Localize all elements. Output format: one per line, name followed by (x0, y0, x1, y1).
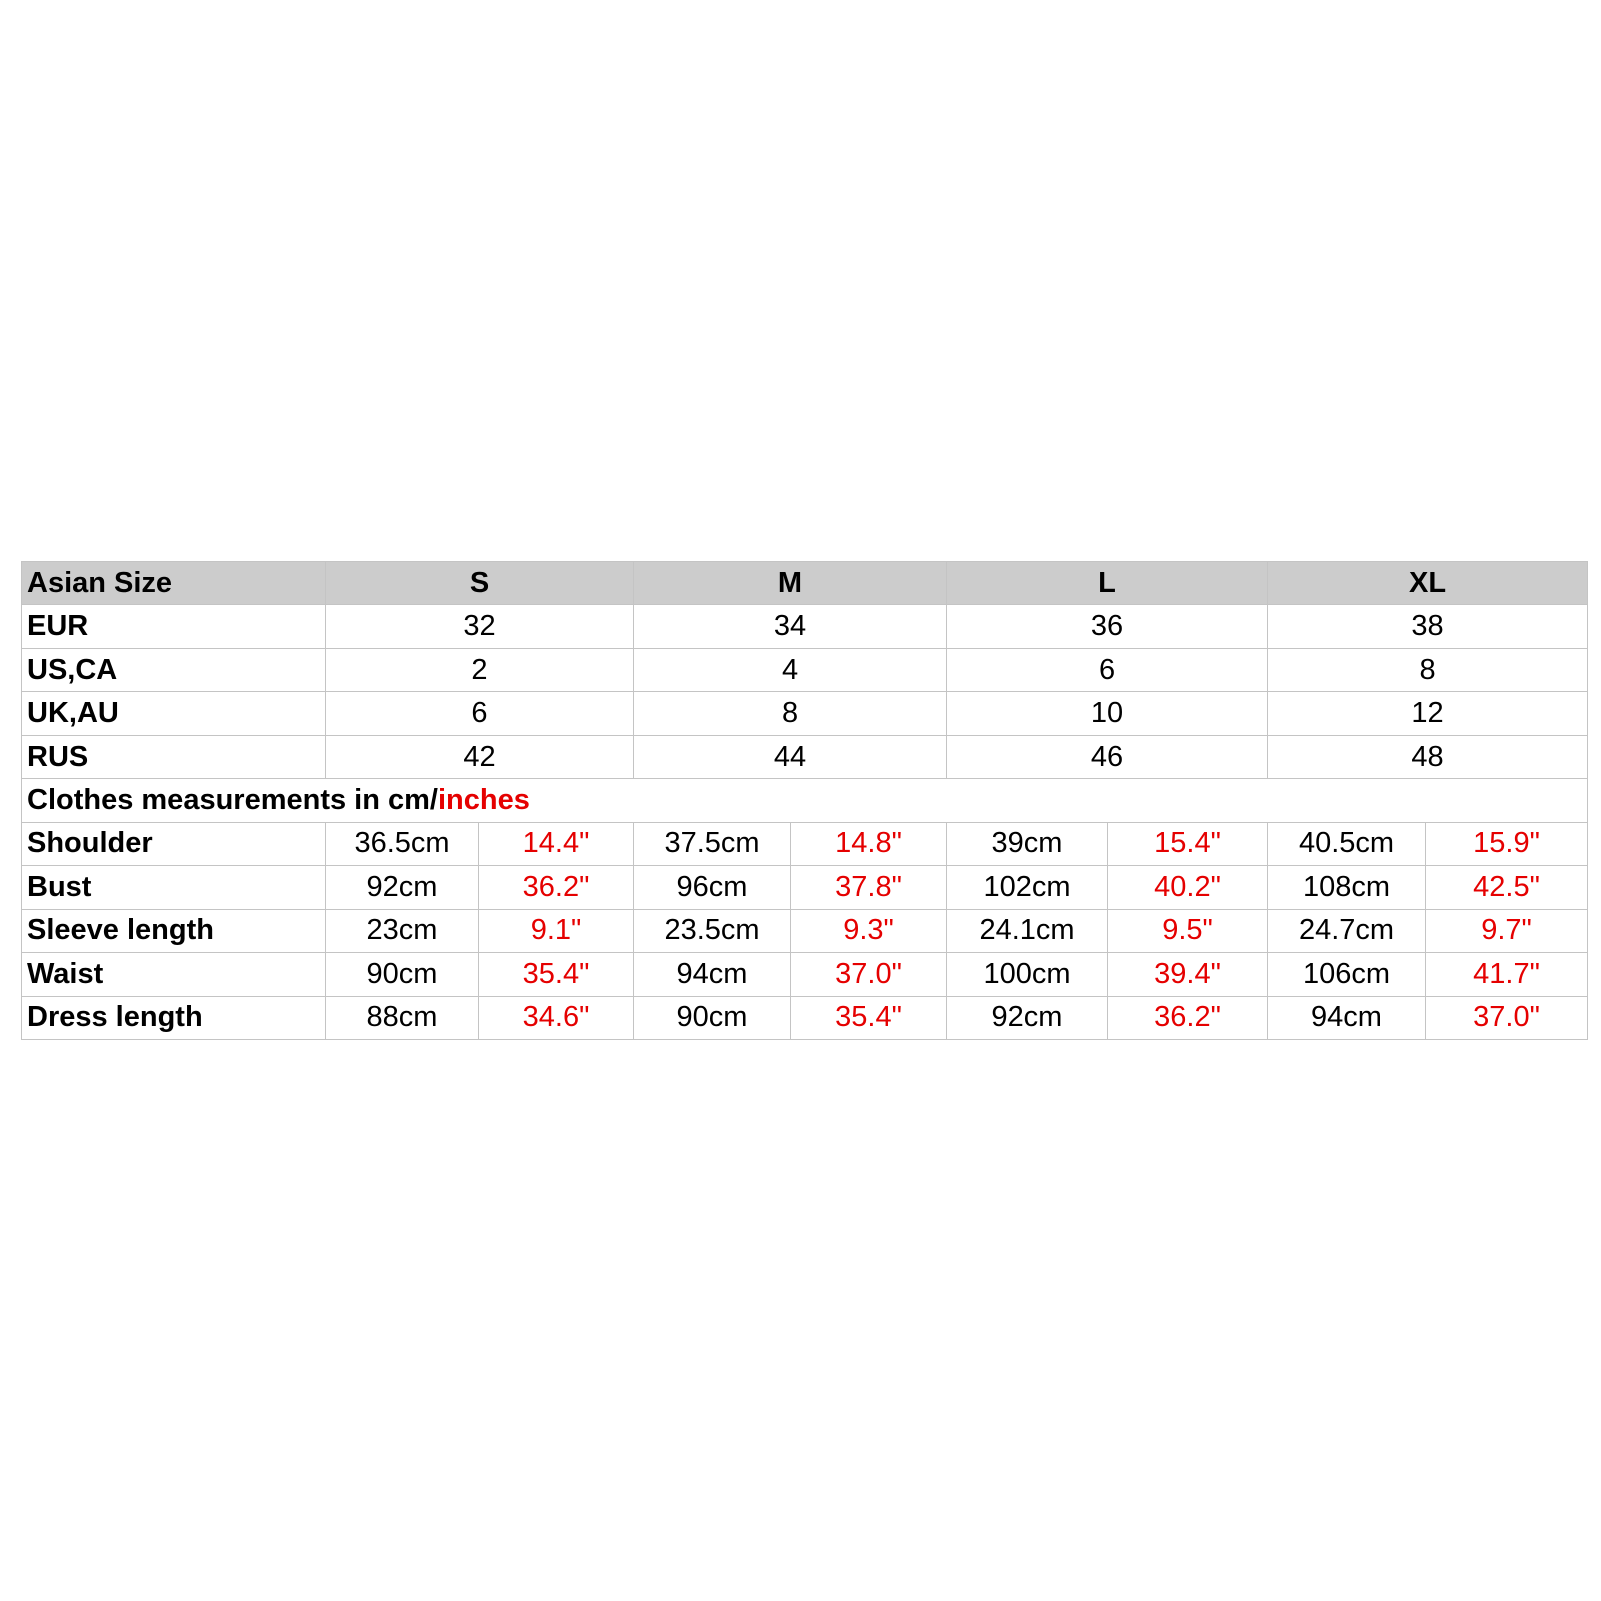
cm-value: 23cm (326, 909, 479, 952)
cm-value: 94cm (634, 953, 791, 996)
conversion-value: 36 (947, 605, 1268, 648)
conversion-value: 48 (1268, 735, 1588, 778)
measurement-row-shoulder (22, 822, 1588, 865)
inch-value: 15.4" (1108, 822, 1268, 865)
conversion-value: 10 (947, 692, 1268, 735)
row-label: Dress length (22, 996, 326, 1039)
header-label: Asian Size (22, 562, 326, 605)
inch-value: 41.7" (1426, 953, 1588, 996)
inch-value: 35.4" (791, 996, 947, 1039)
inch-value: 9.3" (791, 909, 947, 952)
cm-value: 96cm (634, 866, 791, 909)
conversion-row-rus (22, 735, 1588, 778)
section-row (22, 779, 1588, 822)
cm-value: 36.5cm (326, 822, 479, 865)
inch-value: 37.0" (791, 953, 947, 996)
conversion-value: 34 (634, 605, 947, 648)
measurement-row-dress-length (22, 996, 1588, 1039)
inch-value: 14.4" (479, 822, 634, 865)
size-header-m: M (634, 562, 947, 605)
conversion-value: 42 (326, 735, 634, 778)
row-label: EUR (22, 605, 326, 648)
conversion-row-uk-au (22, 692, 1588, 735)
conversion-value: 8 (1268, 648, 1588, 691)
cm-value: 108cm (1268, 866, 1426, 909)
cm-value: 106cm (1268, 953, 1426, 996)
conversion-value: 38 (1268, 605, 1588, 648)
row-label: UK,AU (22, 692, 326, 735)
size-header-s: S (326, 562, 634, 605)
row-label: Shoulder (22, 822, 326, 865)
conversion-value: 2 (326, 648, 634, 691)
inch-value: 15.9" (1426, 822, 1588, 865)
measurement-row-waist (22, 953, 1588, 996)
cm-value: 39cm (947, 822, 1108, 865)
cm-value: 102cm (947, 866, 1108, 909)
cm-value: 92cm (947, 996, 1108, 1039)
header-row (22, 562, 1588, 605)
conversion-value: 46 (947, 735, 1268, 778)
size-header-l: L (947, 562, 1268, 605)
row-label: Sleeve length (22, 909, 326, 952)
inch-value: 40.2" (1108, 866, 1268, 909)
conversion-value: 4 (634, 648, 947, 691)
cm-value: 90cm (326, 953, 479, 996)
measurement-row-bust (22, 866, 1588, 909)
cm-value: 23.5cm (634, 909, 791, 952)
inch-value: 35.4" (479, 953, 634, 996)
cm-value: 92cm (326, 866, 479, 909)
conversion-value: 44 (634, 735, 947, 778)
cm-value: 40.5cm (1268, 822, 1426, 865)
cm-value: 37.5cm (634, 822, 791, 865)
conversion-value: 6 (947, 648, 1268, 691)
row-label: RUS (22, 735, 326, 778)
inch-value: 14.8" (791, 822, 947, 865)
inch-value: 37.8" (791, 866, 947, 909)
inch-value: 37.0" (1426, 996, 1588, 1039)
cm-value: 24.7cm (1268, 909, 1426, 952)
inch-value: 42.5" (1426, 866, 1588, 909)
conversion-row-eur (22, 605, 1588, 648)
conversion-value: 12 (1268, 692, 1588, 735)
inch-value: 9.5" (1108, 909, 1268, 952)
section-title-prefix: Clothes measurements in cm/ (27, 783, 438, 816)
cm-value: 24.1cm (947, 909, 1108, 952)
section-title (22, 779, 1588, 822)
cm-value: 88cm (326, 996, 479, 1039)
inch-value: 34.6" (479, 996, 634, 1039)
conversion-value: 8 (634, 692, 947, 735)
conversion-row-us-ca (22, 648, 1588, 691)
cm-value: 94cm (1268, 996, 1426, 1039)
cm-value: 90cm (634, 996, 791, 1039)
section-title-suffix: inches (437, 783, 530, 816)
row-label: US,CA (22, 648, 326, 691)
conversion-value: 32 (326, 605, 634, 648)
cm-value: 100cm (947, 953, 1108, 996)
size-chart-table (21, 561, 1588, 1040)
inch-value: 36.2" (479, 866, 634, 909)
inch-value: 9.7" (1426, 909, 1588, 952)
row-label: Bust (22, 866, 326, 909)
row-label: Waist (22, 953, 326, 996)
inch-value: 9.1" (479, 909, 634, 952)
measurement-row-sleeve-length (22, 909, 1588, 952)
inch-value: 39.4" (1108, 953, 1268, 996)
inch-value: 36.2" (1108, 996, 1268, 1039)
size-header-xl: XL (1268, 562, 1588, 605)
conversion-value: 6 (326, 692, 634, 735)
